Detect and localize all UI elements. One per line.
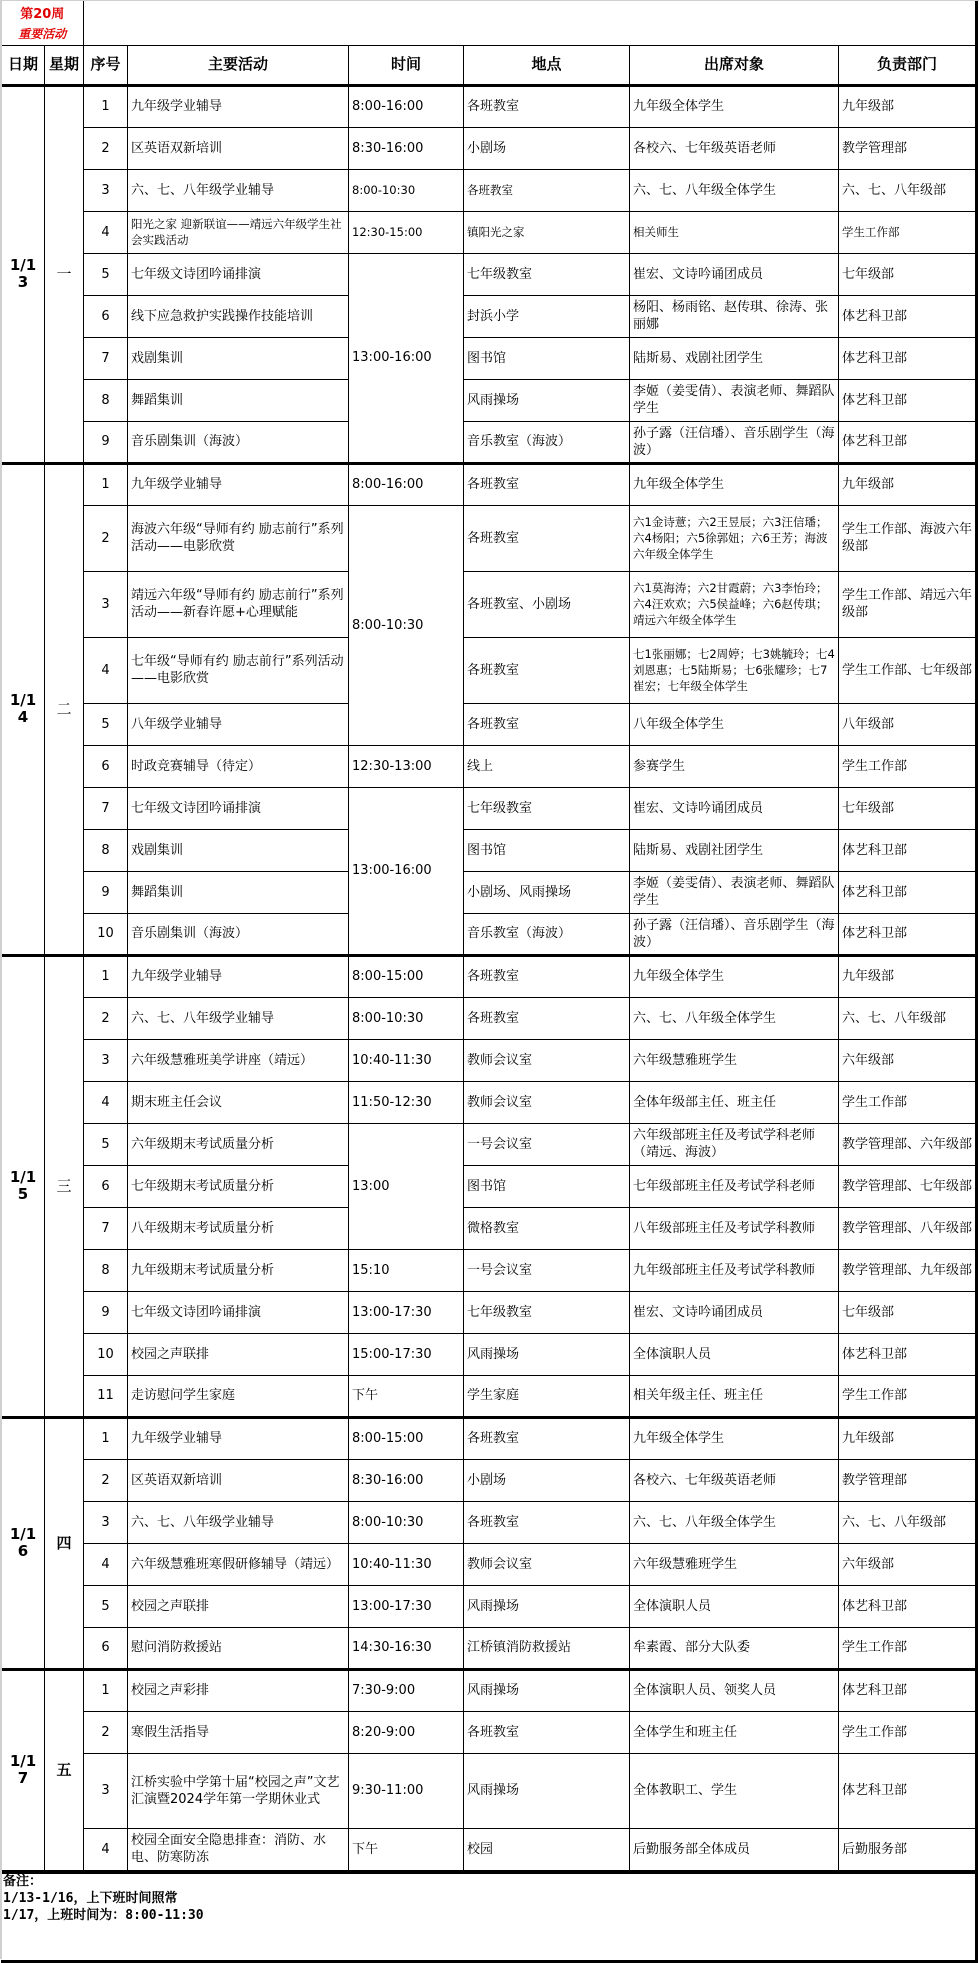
table-row [2, 1039, 977, 1081]
table-row [2, 1501, 977, 1543]
location-cell: 一号会议室 [464, 1123, 630, 1165]
activity-cell: 六、七、八年级学业辅导 [128, 1501, 349, 1543]
seq-cell: 4 [84, 211, 128, 253]
location-cell: 线上 [464, 745, 630, 787]
table-row [2, 1585, 977, 1627]
col-location: 地点 [464, 45, 630, 85]
attendees-cell: 全体教职工、学生 [630, 1753, 839, 1828]
seq-cell: 1 [84, 955, 128, 997]
seq-cell: 1 [84, 463, 128, 505]
time-cell: 8:00-16:00 [349, 85, 464, 127]
attendees-cell: 八年级全体学生 [630, 703, 839, 745]
time-cell: 8:00-10:30 [349, 505, 464, 745]
attendees-cell: 杨阳、杨雨铭、赵传琪、徐涛、张丽娜 [630, 295, 839, 337]
department-cell: 学生工作部 [839, 1711, 977, 1753]
time-cell: 8:00-10:30 [349, 1501, 464, 1543]
seq-cell: 2 [84, 997, 128, 1039]
location-cell: 校园 [464, 1828, 630, 1870]
activity-cell: 区英语双新培训 [128, 127, 349, 169]
seq-cell: 3 [84, 571, 128, 637]
activity-cell: 九年级学业辅导 [128, 1417, 349, 1459]
location-cell: 小剧场 [464, 1459, 630, 1501]
department-cell: 学生工作部 [839, 1081, 977, 1123]
department-cell: 七年级部 [839, 787, 977, 829]
location-cell: 各班教室 [464, 637, 630, 703]
attendees-cell: 全体演职人员、领奖人员 [630, 1669, 839, 1711]
time-cell: 8:00-10:30 [349, 997, 464, 1039]
time-cell: 13:00 [349, 1123, 464, 1249]
department-cell: 六年级部 [839, 1039, 977, 1081]
table-row [2, 253, 977, 295]
department-cell: 教学管理部 [839, 1459, 977, 1501]
department-cell: 体艺科卫部 [839, 1585, 977, 1627]
location-cell: 风雨操场 [464, 1585, 630, 1627]
location-cell: 各班教室 [464, 463, 630, 505]
activity-cell: 九年级学业辅导 [128, 85, 349, 127]
location-cell: 各班教室 [464, 997, 630, 1039]
activity-cell: 舞蹈集训 [128, 871, 349, 913]
location-cell: 教师会议室 [464, 1543, 630, 1585]
seq-cell: 10 [84, 1333, 128, 1375]
activity-cell: 七年级“导师有约 励志前行”系列活动——电影欣赏 [128, 637, 349, 703]
department-cell: 学生工作部、海波六年级部 [839, 505, 977, 571]
location-cell: 各班教室、小剧场 [464, 571, 630, 637]
attendees-cell: 崔宏、文诗吟诵团成员 [630, 1291, 839, 1333]
location-cell: 各班教室 [464, 1501, 630, 1543]
seq-cell: 7 [84, 1207, 128, 1249]
department-cell: 九年级部 [839, 85, 977, 127]
seq-cell: 9 [84, 871, 128, 913]
table-row [2, 211, 977, 253]
attendees-cell: 全体演职人员 [630, 1585, 839, 1627]
time-cell: 10:40-11:30 [349, 1543, 464, 1585]
attendees-cell: 崔宏、文诗吟诵团成员 [630, 253, 839, 295]
attendees-cell: 六、七、八年级全体学生 [630, 997, 839, 1039]
table-row [2, 463, 977, 505]
attendees-cell: 相关年级主任、班主任 [630, 1375, 839, 1417]
department-cell: 教学管理部、六年级部 [839, 1123, 977, 1165]
time-cell: 15:10 [349, 1249, 464, 1291]
time-cell: 11:50-12:30 [349, 1081, 464, 1123]
activity-cell: 走访慰问学生家庭 [128, 1375, 349, 1417]
table-row [2, 955, 977, 997]
attendees-cell: 九年级全体学生 [630, 85, 839, 127]
col-seq: 序号 [84, 45, 128, 85]
location-cell: 七年级教室 [464, 253, 630, 295]
location-cell: 各班教室 [464, 703, 630, 745]
date-cell: 1/14 [2, 463, 45, 955]
title-row [2, 1, 977, 45]
department-cell: 体艺科卫部 [839, 913, 977, 955]
table-row [2, 1753, 977, 1828]
table-row [2, 295, 977, 337]
seq-cell: 3 [84, 1039, 128, 1081]
time-cell: 7:30-9:00 [349, 1669, 464, 1711]
activity-cell: 九年级学业辅导 [128, 955, 349, 997]
location-cell: 图书馆 [464, 829, 630, 871]
week-label: 第20周 [20, 6, 65, 22]
attendees-cell: 全体演职人员 [630, 1333, 839, 1375]
department-cell: 九年级部 [839, 955, 977, 997]
seq-cell: 2 [84, 127, 128, 169]
activity-cell: 六、七、八年级学业辅导 [128, 997, 349, 1039]
location-cell: 音乐教室（海波） [464, 913, 630, 955]
table-row [2, 1165, 977, 1207]
department-cell: 体艺科卫部 [839, 421, 977, 463]
time-cell: 13:00-17:30 [349, 1291, 464, 1333]
attendees-cell: 六1莫海涛；六2甘霞蔚；六3李怡玲；六4汪欢欢；六5侯益峰；六6赵传琪；靖远六年级全体学生 [630, 571, 839, 637]
table-row [2, 637, 977, 703]
location-cell: 风雨操场 [464, 1333, 630, 1375]
notes [3, 1873, 204, 1924]
notes-line: 1/13-1/16，上下班时间照常 [3, 1891, 178, 1906]
activity-cell: 校园全面安全隐患排查：消防、水电、防寒防冻 [128, 1828, 349, 1870]
column-header-row [2, 45, 977, 85]
activity-cell: 音乐剧集训（海波） [128, 913, 349, 955]
attendees-cell: 孙子露（汪信璠）、音乐剧学生（海波） [630, 913, 839, 955]
date-cell: 1/13 [2, 85, 45, 463]
schedule-body [2, 85, 977, 1870]
table-row [2, 1543, 977, 1585]
activity-cell: 七年级期末考试质量分析 [128, 1165, 349, 1207]
attendees-cell: 各校六、七年级英语老师 [630, 127, 839, 169]
time-cell: 8:00-15:00 [349, 1417, 464, 1459]
notes-title: 备注： [3, 1874, 43, 1889]
table-row [2, 1459, 977, 1501]
weekday-cell: 一 [45, 85, 84, 463]
seq-cell: 6 [84, 745, 128, 787]
attendees-cell: 陆斯易、戏剧社团学生 [630, 829, 839, 871]
table-row [2, 871, 977, 913]
attendees-cell: 各校六、七年级英语老师 [630, 1459, 839, 1501]
table-row [2, 421, 977, 463]
attendees-cell: 六年级慧雅班学生 [630, 1039, 839, 1081]
time-cell: 13:00-16:00 [349, 253, 464, 463]
table-row [2, 169, 977, 211]
department-cell: 学生工作部、七年级部 [839, 637, 977, 703]
seq-cell: 5 [84, 253, 128, 295]
department-cell: 学生工作部 [839, 1375, 977, 1417]
department-cell: 体艺科卫部 [839, 829, 977, 871]
table-row [2, 787, 977, 829]
time-cell: 下午 [349, 1375, 464, 1417]
seq-cell: 4 [84, 1828, 128, 1870]
activity-cell: 线下应急救护实践操作技能培训 [128, 295, 349, 337]
activity-cell: 六年级期末考试质量分析 [128, 1123, 349, 1165]
location-cell: 各班教室 [464, 85, 630, 127]
location-cell: 教师会议室 [464, 1081, 630, 1123]
seq-cell: 4 [84, 637, 128, 703]
activity-cell: 寒假生活指导 [128, 1711, 349, 1753]
department-cell: 七年级部 [839, 1291, 977, 1333]
sheet-left-edge [0, 0, 2, 1959]
time-cell: 8:30-16:00 [349, 127, 464, 169]
attendees-cell: 全体年级部主任、班主任 [630, 1081, 839, 1123]
activity-cell: 六、七、八年级学业辅导 [128, 169, 349, 211]
time-cell: 12:30-13:00 [349, 745, 464, 787]
activity-cell: 时政竞赛辅导（待定） [128, 745, 349, 787]
location-cell: 七年级教室 [464, 1291, 630, 1333]
table-row [2, 1828, 977, 1870]
activity-cell: 七年级文诗团吟诵排演 [128, 253, 349, 295]
seq-cell: 11 [84, 1375, 128, 1417]
department-cell: 六、七、八年级部 [839, 1501, 977, 1543]
location-cell: 江桥镇消防救援站 [464, 1627, 630, 1669]
table-row [2, 745, 977, 787]
activity-cell: 校园之声联排 [128, 1585, 349, 1627]
seq-cell: 6 [84, 295, 128, 337]
table-row [2, 1291, 977, 1333]
activity-cell: 校园之声联排 [128, 1333, 349, 1375]
department-cell: 六、七、八年级部 [839, 997, 977, 1039]
table-row [2, 1669, 977, 1711]
activity-cell: 阳光之家 迎新联谊——靖远六年级学生社会实践活动 [128, 211, 349, 253]
time-cell: 13:00-16:00 [349, 787, 464, 955]
time-cell: 8:00-15:00 [349, 955, 464, 997]
activity-cell: 区英语双新培训 [128, 1459, 349, 1501]
col-date: 日期 [2, 45, 45, 85]
attendees-cell: 孙子露（汪信璠）、音乐剧学生（海波） [630, 421, 839, 463]
weekday-cell: 三 [45, 955, 84, 1417]
important-activities-label: 重要活动 [18, 26, 67, 41]
activity-cell: 七年级文诗团吟诵排演 [128, 1291, 349, 1333]
department-cell: 六年级部 [839, 1543, 977, 1585]
table-row [2, 505, 977, 571]
table-row [2, 379, 977, 421]
location-cell: 封浜小学 [464, 295, 630, 337]
col-activity: 主要活动 [128, 45, 349, 85]
location-cell: 教师会议室 [464, 1039, 630, 1081]
seq-cell: 7 [84, 337, 128, 379]
attendees-cell: 七年级部班主任及考试学科老师 [630, 1165, 839, 1207]
attendees-cell: 六、七、八年级全体学生 [630, 169, 839, 211]
table-row [2, 1249, 977, 1291]
activity-cell: 舞蹈集训 [128, 379, 349, 421]
date-cell: 1/16 [2, 1417, 45, 1669]
location-cell: 各班教室 [464, 955, 630, 997]
table-row [2, 829, 977, 871]
time-cell: 8:30-16:00 [349, 1459, 464, 1501]
activity-cell: 音乐剧集训（海波） [128, 421, 349, 463]
table-row [2, 1123, 977, 1165]
attendees-cell: 六、七、八年级全体学生 [630, 1501, 839, 1543]
date-cell: 1/15 [2, 955, 45, 1417]
department-cell: 体艺科卫部 [839, 1333, 977, 1375]
activity-cell: 九年级学业辅导 [128, 463, 349, 505]
seq-cell: 7 [84, 787, 128, 829]
table-row [2, 127, 977, 169]
department-cell: 七年级部 [839, 253, 977, 295]
col-department: 负责部门 [839, 45, 977, 85]
week-title-cell [2, 1, 84, 45]
col-weekday: 星期 [45, 45, 84, 85]
attendees-cell: 陆斯易、戏剧社团学生 [630, 337, 839, 379]
department-cell: 体艺科卫部 [839, 295, 977, 337]
department-cell: 八年级部 [839, 703, 977, 745]
department-cell: 学生工作部 [839, 745, 977, 787]
department-cell: 九年级部 [839, 463, 977, 505]
attendees-cell: 九年级全体学生 [630, 955, 839, 997]
location-cell: 风雨操场 [464, 1753, 630, 1828]
table-row [2, 1417, 977, 1459]
seq-cell: 9 [84, 421, 128, 463]
seq-cell: 9 [84, 1291, 128, 1333]
time-cell: 8:20-9:00 [349, 1711, 464, 1753]
time-cell: 下午 [349, 1828, 464, 1870]
table-row [2, 85, 977, 127]
seq-cell: 3 [84, 1501, 128, 1543]
location-cell: 小剧场、风雨操场 [464, 871, 630, 913]
location-cell: 一号会议室 [464, 1249, 630, 1291]
attendees-cell: 全体学生和班主任 [630, 1711, 839, 1753]
table-row [2, 703, 977, 745]
table-row [2, 1207, 977, 1249]
department-cell: 六、七、八年级部 [839, 169, 977, 211]
department-cell: 体艺科卫部 [839, 379, 977, 421]
location-cell: 风雨操场 [464, 1669, 630, 1711]
activity-cell: 期末班主任会议 [128, 1081, 349, 1123]
table-row [2, 1081, 977, 1123]
table-row [2, 1711, 977, 1753]
seq-cell: 5 [84, 1123, 128, 1165]
notes-line: 1/17，上班时间为：8:00-11:30 [3, 1908, 204, 1923]
table-row [2, 1333, 977, 1375]
seq-cell: 2 [84, 1711, 128, 1753]
location-cell: 音乐教室（海波） [464, 421, 630, 463]
time-cell: 12:30-15:00 [349, 211, 464, 253]
activity-cell: 校园之声彩排 [128, 1669, 349, 1711]
attendees-cell: 九年级部班主任及考试学科教师 [630, 1249, 839, 1291]
department-cell: 教学管理部、九年级部 [839, 1249, 977, 1291]
location-cell: 学生家庭 [464, 1375, 630, 1417]
location-cell: 各班教室 [464, 1711, 630, 1753]
activity-cell: 戏剧集训 [128, 337, 349, 379]
location-cell: 各班教室 [464, 169, 630, 211]
department-cell: 体艺科卫部 [839, 1669, 977, 1711]
activity-cell: 戏剧集训 [128, 829, 349, 871]
weekday-cell: 四 [45, 1417, 84, 1669]
department-cell: 学生工作部 [839, 1627, 977, 1669]
seq-cell: 2 [84, 1459, 128, 1501]
activity-cell: 八年级期末考试质量分析 [128, 1207, 349, 1249]
seq-cell: 1 [84, 1417, 128, 1459]
attendees-cell: 后勤服务部全体成员 [630, 1828, 839, 1870]
attendees-cell: 九年级全体学生 [630, 1417, 839, 1459]
department-cell: 教学管理部、八年级部 [839, 1207, 977, 1249]
attendees-cell: 牟素霞、部分大队委 [630, 1627, 839, 1669]
location-cell: 各班教室 [464, 1417, 630, 1459]
attendees-cell: 八年级部班主任及考试学科教师 [630, 1207, 839, 1249]
location-cell: 风雨操场 [464, 379, 630, 421]
weekday-cell: 五 [45, 1669, 84, 1870]
department-cell: 学生工作部 [839, 211, 977, 253]
attendees-cell: 相关师生 [630, 211, 839, 253]
time-cell: 15:00-17:30 [349, 1333, 464, 1375]
seq-cell: 3 [84, 169, 128, 211]
department-cell: 教学管理部 [839, 127, 977, 169]
attendees-cell: 崔宏、文诗吟诵团成员 [630, 787, 839, 829]
table-row [2, 913, 977, 955]
attendees-cell: 九年级全体学生 [630, 463, 839, 505]
time-cell: 8:00-16:00 [349, 463, 464, 505]
activity-cell: 八年级学业辅导 [128, 703, 349, 745]
table-row [2, 997, 977, 1039]
seq-cell: 4 [84, 1543, 128, 1585]
table-row [2, 1375, 977, 1417]
location-cell: 小剧场 [464, 127, 630, 169]
activity-cell: 六年级慧雅班美学讲座（靖远） [128, 1039, 349, 1081]
location-cell: 图书馆 [464, 1165, 630, 1207]
department-cell: 学生工作部、靖远六年级部 [839, 571, 977, 637]
title-blank [84, 1, 977, 45]
col-time: 时间 [349, 45, 464, 85]
time-cell: 13:00-17:30 [349, 1585, 464, 1627]
department-cell: 后勤服务部 [839, 1828, 977, 1870]
seq-cell: 10 [84, 913, 128, 955]
table-row [2, 1627, 977, 1669]
activity-cell: 六年级慧雅班寒假研修辅导（靖远） [128, 1543, 349, 1585]
table-row [2, 571, 977, 637]
department-cell: 教学管理部、七年级部 [839, 1165, 977, 1207]
department-cell: 体艺科卫部 [839, 871, 977, 913]
seq-cell: 6 [84, 1627, 128, 1669]
attendees-cell: 六年级部班主任及考试学科老师（靖远、海波） [630, 1123, 839, 1165]
time-cell: 14:30-16:30 [349, 1627, 464, 1669]
location-cell: 七年级教室 [464, 787, 630, 829]
seq-cell: 5 [84, 1585, 128, 1627]
attendees-cell: 李姬（姜雯倩）、表演老师、舞蹈队学生 [630, 871, 839, 913]
seq-cell: 3 [84, 1753, 128, 1828]
department-cell: 体艺科卫部 [839, 1753, 977, 1828]
time-cell: 10:40-11:30 [349, 1039, 464, 1081]
time-cell: 9:30-11:00 [349, 1753, 464, 1828]
attendees-cell: 参赛学生 [630, 745, 839, 787]
attendees-cell: 六年级慧雅班学生 [630, 1543, 839, 1585]
department-cell: 体艺科卫部 [839, 337, 977, 379]
seq-cell: 2 [84, 505, 128, 571]
attendees-cell: 七1张丽娜；七2周婷；七3姚毓玲；七4刘恩惠；七5陆斯易；七6张耀珍；七7崔宏；七年级全体学生 [630, 637, 839, 703]
seq-cell: 4 [84, 1081, 128, 1123]
activity-cell: 九年级期末考试质量分析 [128, 1249, 349, 1291]
col-attendees: 出席对象 [630, 45, 839, 85]
location-cell: 微格教室 [464, 1207, 630, 1249]
weekly-schedule-table [1, 1, 978, 1871]
location-cell: 图书馆 [464, 337, 630, 379]
attendees-cell: 六1金诗薏；六2王昱辰；六3汪信璠；六4杨阳；六5徐郭妞；六6王芳；海波六年级全体学生 [630, 505, 839, 571]
location-cell: 镇阳光之家 [464, 211, 630, 253]
seq-cell: 8 [84, 829, 128, 871]
activity-cell: 七年级文诗团吟诵排演 [128, 787, 349, 829]
attendees-cell: 李姬（姜雯倩）、表演老师、舞蹈队学生 [630, 379, 839, 421]
seq-cell: 6 [84, 1165, 128, 1207]
activity-cell: 靖远六年级“导师有约 励志前行”系列活动——新春许愿+心理赋能 [128, 571, 349, 637]
activity-cell: 慰问消防救援站 [128, 1627, 349, 1669]
seq-cell: 8 [84, 379, 128, 421]
seq-cell: 1 [84, 85, 128, 127]
seq-cell: 8 [84, 1249, 128, 1291]
seq-cell: 1 [84, 1669, 128, 1711]
seq-cell: 5 [84, 703, 128, 745]
weekday-cell: 二 [45, 463, 84, 955]
activity-cell: 海波六年级“导师有约 励志前行”系列活动——电影欣赏 [128, 505, 349, 571]
time-cell: 8:00-10:30 [349, 169, 464, 211]
table-row [2, 337, 977, 379]
activity-cell: 江桥实验中学第十届“校园之声”文艺汇演暨2024学年第一学期休业式 [128, 1753, 349, 1828]
date-cell: 1/17 [2, 1669, 45, 1870]
department-cell: 九年级部 [839, 1417, 977, 1459]
location-cell: 各班教室 [464, 505, 630, 571]
